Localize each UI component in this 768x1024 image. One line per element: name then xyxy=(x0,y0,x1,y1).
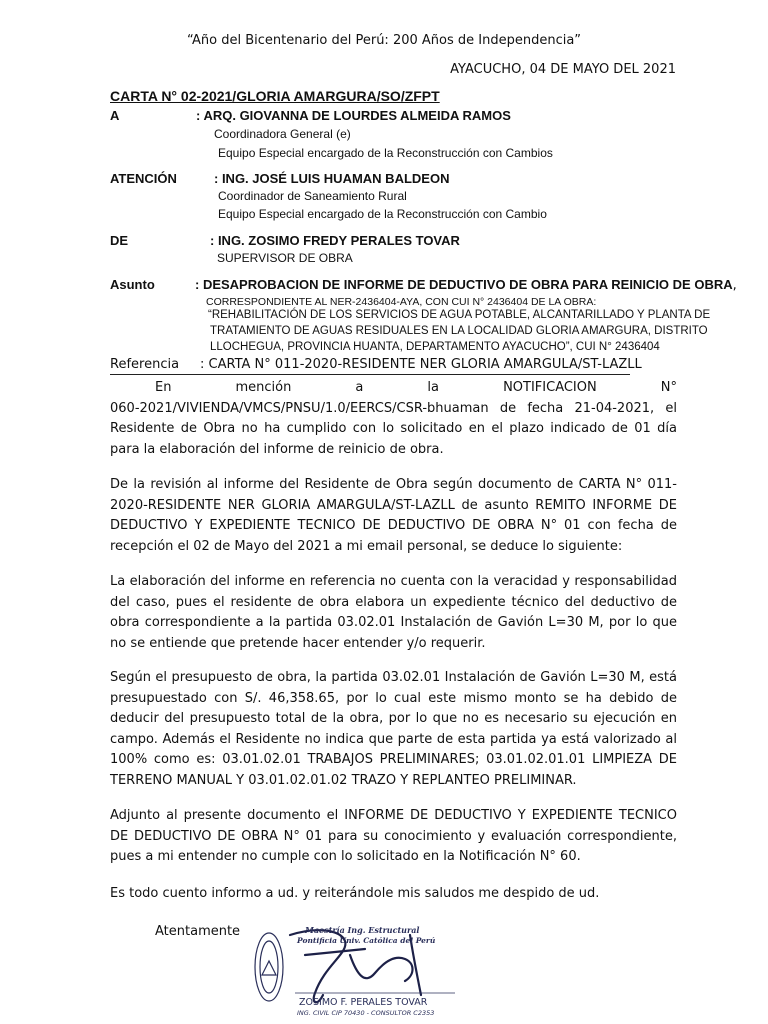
from-role: SUPERVISOR DE OBRA xyxy=(217,251,353,265)
stamp-seal-icon xyxy=(255,933,283,1001)
to-organization: Equipo Especial encargado de la Reconstrucción con Cambios xyxy=(218,146,553,160)
header-motto: “Año del Bicentenario del Perú: 200 Años de Independencia” xyxy=(186,33,582,48)
letter-date: AYACUCHO, 04 DE MAYO DEL 2021 xyxy=(450,62,676,77)
attention-role: Coordinador de Saneamiento Rural xyxy=(218,189,407,203)
from-name: : ING. ZOSIMO FREDY PERALES TOVAR xyxy=(210,233,460,248)
subject-line-2: “REHABILITACIÓN DE LOS SERVICIOS DE AGUA POTABLE, ALCANTARILLADO Y PLANTA DE xyxy=(208,309,711,321)
paragraph-1-line-2: 060-2021/VIVIENDA/VMCS/PNSU/1.0/EERCS/CSR-bhuaman de fecha 21-04-2021, el xyxy=(110,400,677,416)
stamp-text-2: Pontificia Univ. Católica del Perú xyxy=(297,936,436,945)
stamp-registration: ING. CIVIL CIP 70430 - CONSULTOR C2353 xyxy=(297,1009,435,1017)
sign-off: Atentamente xyxy=(155,924,241,939)
paragraph-5 xyxy=(110,806,677,868)
from-label: DE xyxy=(110,233,129,248)
paragraph-1-rest: Residente de Obra no ha cumplido con lo solicitado en el plazo indicado de 01 día para la elaboración del informe de reinicio de obra. xyxy=(110,421,677,457)
subject-title xyxy=(195,277,737,293)
reference-underline xyxy=(110,374,630,375)
reference-value: : CARTA N° 011-2020-RESIDENTE NER GLORIA AMARGULA/ST-LAZLL xyxy=(200,357,642,372)
paragraph-3-text: La elaboración del informe en referencia no cuenta con la veracidad y responsabilidad del caso, pues el residente de obra elabora un expediente técnico del deductivo de obra correspondiente a la partida 03.02.01 Instalación de Gavión L=30 M, por lo que no se entiende que pretende hacer entender y/o requerir. xyxy=(110,574,677,651)
stamp-text-1: Maestría Ing. Estructural xyxy=(305,925,420,935)
paragraph-2-text: De la revisión al informe del Residente de Obra según documento de CARTA N° 011-2020-RESIDENTE NER GLORIA AMARGULA/ST-LAZLL de asunto REMITO INFORME DE DEDUCTIVO Y EXPEDIENTE TECNICO DE DEDUCTIVO DE OBRA N° 01 con fecha de recepción el 02 de Mayo del 2021 a mi email personal, se deduce lo siguiente: xyxy=(110,477,677,554)
attention-organization: Equipo Especial encargado de la Reconstrucción con Cambio xyxy=(218,207,547,221)
paragraph-6 xyxy=(110,884,677,905)
subject-label: Asunto xyxy=(110,277,155,292)
paragraph-4 xyxy=(110,668,677,791)
paragraph-1 xyxy=(110,378,677,460)
paragraph-6-text: Es todo cuento informo a ud. y reiterándole mis saludos me despido de ud. xyxy=(110,886,600,901)
subject-line-1: CORRESPONDIENTE AL NER-2436404-AYA, CON CUI N° 2436404 DE LA OBRA: xyxy=(206,296,597,308)
paragraph-4-text: Según el presupuesto de obra, la partida 03.02.01 Instalación de Gavión L=30 M, está presupuestado con S/. 46,358.65, por lo cual este mismo monto se ha debido de deducir del presupuesto total de la obra, por lo que no es necesario su ejecución en campo. Además el Residente no indica que parte de esta partida ya está valorizado al 100% como es: 03.01.02.01 TRABAJOS PRELIMINARES; 03.01.02.01.01 LIMPIEZA DE TERRENO MANUAL Y 03.01.02.01.02 TRAZO Y REPLANTEO PRELIMINAR. xyxy=(110,670,677,788)
attention-name: : ING. JOSÉ LUIS HUAMAN BALDEON xyxy=(214,171,450,186)
paragraph-5-text: Adjunto al presente documento el INFORME DE DEDUCTIVO Y EXPEDIENTE TECNICO DE DEDUCTIVO DE OBRA N° 01 para su conocimiento y evaluación correspondiente, pues a mi entender no cumple con lo solicitado en la Notificación N° 60. xyxy=(110,808,677,864)
paragraph-1-line-1: En mención a la NOTIFICACION N° xyxy=(155,380,677,395)
to-name: : ARQ. GIOVANNA DE LOURDES ALMEIDA RAMOS xyxy=(196,108,511,123)
subject-title-end: , xyxy=(732,278,737,293)
to-role: Coordinadora General (e) xyxy=(214,127,351,141)
paragraph-2 xyxy=(110,475,677,557)
to-label: A xyxy=(110,108,120,123)
subject-line-4: LLOCHEGUA, PROVINCIA HUANTA, DEPARTAMENTO AYACUCHO”, CUI N° 2436404 xyxy=(210,341,660,353)
signature-stamp xyxy=(245,915,475,1020)
subject-line-3: TRATAMIENTO DE AGUAS RESIDUALES EN LA LOCALIDAD GLORIA AMARGURA, DISTRITO xyxy=(210,325,708,337)
attention-label: ATENCIÓN xyxy=(110,171,177,186)
paragraph-3 xyxy=(110,572,677,654)
subject-title-text: : DESAPROBACION DE INFORME DE DEDUCTIVO DE OBRA PARA REINICIO DE OBRA xyxy=(195,277,733,292)
letter-reference-number: CARTA N° 02-2021/GLORIA AMARGURA/SO/ZFPT xyxy=(110,88,440,104)
reference-label: Referencia xyxy=(110,357,180,372)
stamp-name: ZOSIMO F. PERALES TOVAR xyxy=(299,997,428,1008)
